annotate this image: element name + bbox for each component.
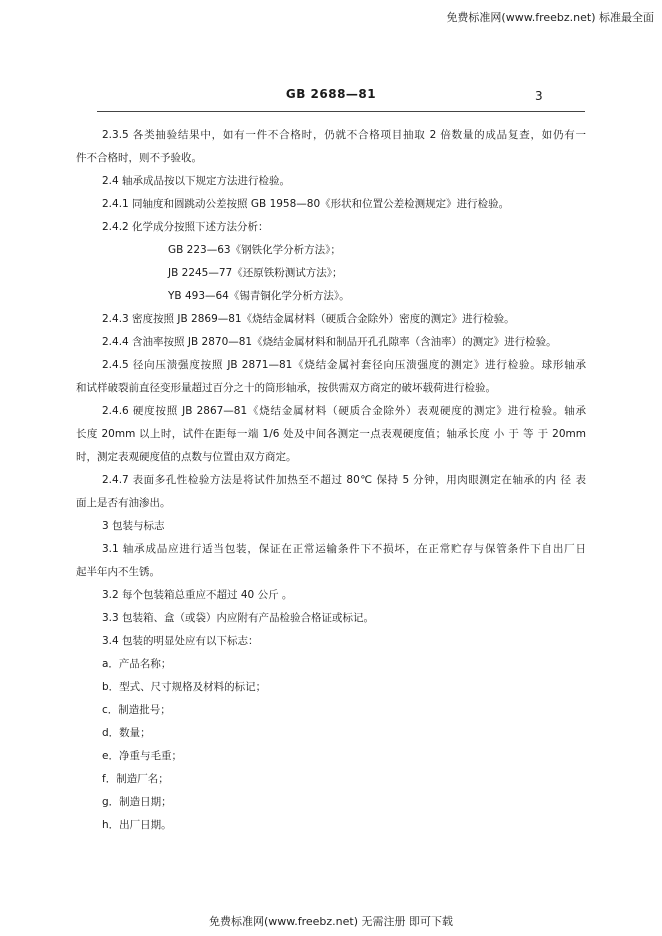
paragraph-2-4-6-end: 时，测定表观硬度值的点数与位置由双方商定。 [76, 451, 297, 463]
watermark-top: 免费标准网(www.freebz.net) 标准最全面 [446, 11, 654, 24]
paragraph-2-4-2: 2.4.2 化学成分按照下述方法分析： [102, 221, 269, 233]
list-item-e: e．净重与毛重； [102, 750, 182, 762]
list-item-f: f．制造厂名； [102, 773, 169, 785]
watermark-bottom: 免费标准网(www.freebz.net) 无需注册 即可下载 [208, 915, 454, 928]
paragraph-2-4-4: 2.4.4 含油率按照 JB 2870—81《烧结金属材料和制品开孔孔隙率（含油率）的测定》进行检验。 [102, 336, 557, 348]
reference-gb-223: GB 223—63《钢铁化学分析方法》； [168, 244, 341, 256]
list-item-b: b．型式、尺寸规格及材料的标记； [102, 681, 267, 693]
list-item-a: a．产品名称； [102, 658, 172, 670]
paragraph-3-4: 3.4 包装的明显处应有以下标志： [102, 635, 259, 647]
standard-code-header: GB 2688—81 [285, 87, 377, 101]
reference-yb-493: YB 493—64《锡青铜化学分析方法》。 [168, 290, 350, 302]
paragraph-3-2: 3.2 每个包装箱总重应不超过 40 公斤 。 [102, 589, 293, 601]
paragraph-2-4-7: 2.4.7 表面多孔性检验方法是将试件加热至不超过 80℃ 保持 5 分钟，用肉眼测定在轴承的内 径 表 [102, 474, 586, 486]
paragraph-2-4-3: 2.4.3 密度按照 JB 2869—81《烧结金属材料（硬质合金除外）密度的测定》进行检验。 [102, 313, 515, 325]
paragraph-2-4: 2.4 轴承成品按以下规定方法进行检验。 [102, 175, 291, 187]
list-item-d: d．数量； [102, 727, 151, 739]
paragraph-3-1-cont: 起半年内不生锈。 [76, 566, 160, 578]
document-body [76, 124, 586, 837]
paragraph-2-4-1: 2.4.1 同轴度和圆跳动公差按照 GB 1958—80《形状和位置公差检测规定》进行检验。 [102, 198, 510, 210]
paragraph-2-3-5-cont: 件不合格时，则不予验收。 [76, 152, 202, 164]
paragraph-2-4-6-cont: 长度 20mm 以上时，试件在距每一端 1/6 处及中间各测定一点表观硬度值；轴承长度 小 于 等 于 20mm [76, 428, 586, 440]
list-item-c: c．制造批号； [102, 704, 171, 716]
header-rule [97, 111, 585, 112]
section-heading-3: 3 包装与标志 [102, 520, 165, 532]
paragraph-2-4-5-cont: 和试样破裂前直径变形量超过百分之十的筒形轴承，按供需双方商定的破坏载荷进行检验。 [76, 382, 496, 394]
paragraph-2-4-5: 2.4.5 径向压溃强度按照 JB 2871—81《烧结金属衬套径向压溃强度的测定》进行检验。球形轴承 [102, 359, 586, 371]
paragraph-2-4-6: 2.4.6 硬度按照 JB 2867—81《烧结金属材料（硬质合金除外）表观硬度的测定》进行检验。轴承 [102, 405, 586, 417]
page-number: 3 [535, 89, 543, 103]
paragraph-2-3-5: 2.3.5 各类抽验结果中，如有一件不合格时，仍就不合格项目抽取 2 倍数量的成品复查，如仍有一 [102, 129, 586, 141]
list-item-h: h．出厂日期。 [102, 819, 172, 831]
list-item-g: g．制造日期； [102, 796, 172, 808]
paragraph-2-4-7-cont: 面上是否有油渗出。 [76, 497, 171, 509]
reference-jb-2245: JB 2245—77《还原铁粉测试方法》； [168, 267, 343, 279]
paragraph-3-1: 3.1 轴承成品应进行适当包装，保证在正常运输条件下不损坏，在正常贮存与保管条件下自出厂日 [102, 543, 586, 555]
paragraph-3-3: 3.3 包装箱、盒（或袋）内应附有产品检验合格证或标记。 [102, 612, 375, 624]
